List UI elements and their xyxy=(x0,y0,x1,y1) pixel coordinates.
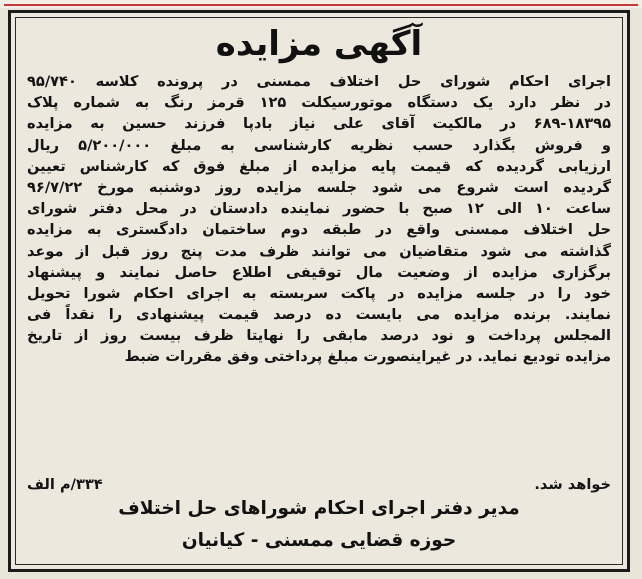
notice-body-line: نمایند. برنده مزایده می بایست ده درصد قیمت پیشنهادی را نقداً فی xyxy=(27,306,611,324)
notice-body-line: ساعت ۱۰ الی ۱۲ صبح با حضور نماینده دادستان در محل دفتر شورای xyxy=(27,200,611,218)
notice-title: آگهی مزایده xyxy=(215,24,423,64)
notice-body-line: برگزاری مزایده از وضعیت مال توقیفی اطلاع حاصل نمایند و پیشنهاد xyxy=(27,263,611,281)
notice-body-line: خود را در جلسه مزایده در پاکت سربسته به اجرای احکام شورا تحویل xyxy=(27,284,611,302)
signature-jurisdiction: حوزه قضایی ممسنی - کیانیان xyxy=(181,530,457,551)
notice-body-line: گذاشته می شود متقاضیان می توانند ظرف مدت پنج روز قبل از موعد xyxy=(27,242,611,260)
notice-body-line: و فروش بگذارد حسب نظریه کارشناسی به مبلغ ۵/۲۰۰/۰۰۰ ریال xyxy=(27,136,611,154)
closing-row xyxy=(27,474,611,495)
newspaper-clipping xyxy=(8,10,630,572)
notice-body-line: گردیده است شروع می شود جلسه مزایده روز دوشنبه مورخ ۹۶/۷/۲۲ xyxy=(27,178,611,196)
notice-body-line: مزایده تودیع نماید. در غیراینصورت مبلغ پرداختی وفق مقررات ضبط xyxy=(124,348,611,366)
notice-body-line: ۶۸۹-۱۸۳۹۵ در مالکیت آقای علی نیاز بادپا فرزند حسین به مزایده xyxy=(27,115,611,133)
reference-number: ۳۳۴/م الف xyxy=(27,476,103,493)
notice-body-line: المجلس پرداخت و نود درصد مابقی را نهایتا ظرف بیست روز از تاریخ xyxy=(27,327,611,345)
notice-body xyxy=(27,71,611,368)
notice-body-line: در نظر دارد یک دستگاه موتورسیکلت ۱۲۵ قرمز رنگ به شماره پلاک xyxy=(27,94,611,112)
top-red-rule xyxy=(4,4,638,6)
notice-body-line: ارزیابی گردیده که قیمت پایه مزایده از مبلغ فوق که کارشناس تعیین xyxy=(27,157,611,175)
notice-body-line: حل اختلاف ممسنی واقع در طبقه دوم ساختمان دادگستری به مزایده xyxy=(27,221,611,239)
notice-body-line: اجرای احکام شورای حل اختلاف ممسنی در پرونده کلاسه ۹۵/۷۴۰ xyxy=(27,73,611,90)
closing-text: خواهد شد. xyxy=(534,476,611,493)
signature-title: مدیر دفتر اجرای احکام شوراهای حل اختلاف xyxy=(118,498,520,519)
